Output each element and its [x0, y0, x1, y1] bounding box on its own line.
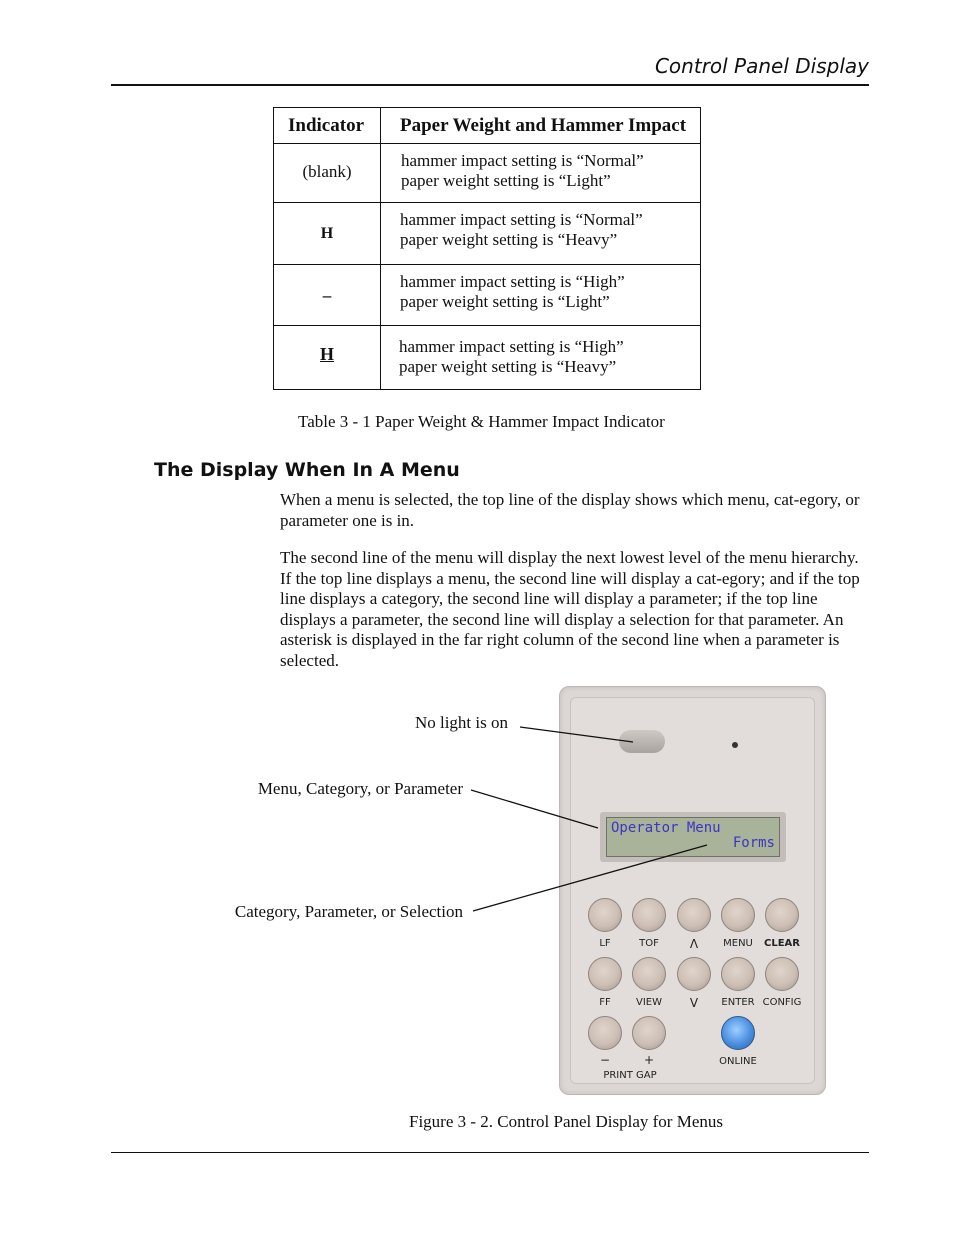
callout-category-parameter-selection: Category, Parameter, or Selection	[234, 902, 463, 921]
table-cell-description	[400, 210, 643, 250]
table-cell-indicator: _	[322, 280, 332, 299]
description-line: paper weight setting is “Heavy”	[399, 357, 617, 376]
button-label: LF	[599, 938, 611, 949]
table-row-rule	[274, 202, 700, 203]
header-rule	[111, 84, 869, 86]
button-label: VIEW	[636, 997, 662, 1008]
description-line: paper weight setting is “Light”	[400, 292, 610, 311]
table-cell-description	[400, 272, 625, 312]
tof-button[interactable]	[632, 898, 666, 932]
lcd-line-1: Operator Menu	[611, 820, 721, 836]
lcd-line-2: Forms	[732, 835, 775, 851]
button-label: ONLINE	[719, 1056, 757, 1067]
description-line: hammer impact setting is “Normal”	[400, 210, 643, 229]
table-column-divider	[380, 108, 381, 389]
description-line: hammer impact setting is “Normal”	[401, 151, 644, 170]
table-cell-indicator: (blank)	[302, 162, 352, 181]
menu-button[interactable]	[721, 898, 755, 932]
button-label: FF	[599, 997, 611, 1008]
table-cell-indicator: H	[319, 344, 334, 364]
callout-no-light: No light is on	[414, 713, 508, 732]
button-label: Λ	[689, 937, 699, 951]
button-label: TOF	[639, 938, 659, 949]
button-label: ENTER	[721, 997, 755, 1008]
print-gap-minus-button[interactable]	[588, 1016, 622, 1050]
callout-menu-category-parameter: Menu, Category, or Parameter	[257, 779, 463, 798]
enter-button[interactable]	[721, 957, 755, 991]
ff-button[interactable]	[588, 957, 622, 991]
description-line: paper weight setting is “Light”	[401, 171, 611, 190]
down-button[interactable]	[677, 957, 711, 991]
online-button[interactable]	[721, 1016, 755, 1050]
table-cell-description	[399, 337, 624, 377]
button-label: CLEAR	[764, 938, 800, 949]
up-button[interactable]	[677, 898, 711, 932]
table-header-indicator: Indicator	[288, 115, 364, 136]
config-button[interactable]	[765, 957, 799, 991]
table-row-rule	[274, 264, 700, 265]
section-heading: The Display When In A Menu	[154, 459, 460, 481]
figure-caption: Figure 3 - 2. Control Panel Display for Menus	[409, 1112, 723, 1131]
indicator-dot-icon	[732, 742, 738, 748]
print-gap-label: PRINT GAP	[603, 1070, 657, 1081]
indicator-table	[273, 107, 701, 390]
page-header-title: Control Panel Display	[654, 54, 869, 78]
description-line: hammer impact setting is “High”	[399, 337, 624, 356]
table-cell-indicator: H	[320, 225, 334, 242]
control-panel-image	[559, 686, 826, 1095]
body-paragraph: The second line of the menu will display the next lowest level of the menu hierarchy. If the top line displays a menu, the second line will display a cat-egory; and if the top line displays a category, the second line will display a parameter; if the top line displays a parameter, the second line will display a selection for that parameter. An asterisk is displayed in the far right column of the second line when a parameter is selected.	[280, 548, 860, 670]
footer-rule	[111, 1152, 869, 1153]
status-light-icon	[619, 730, 665, 753]
description-line: hammer impact setting is “High”	[400, 272, 625, 291]
button-label: CONFIG	[762, 997, 802, 1008]
lcd-bezel	[600, 812, 786, 862]
button-label: V	[689, 996, 699, 1010]
table-caption: Table 3 - 1 Paper Weight & Hammer Impact Indicator	[298, 412, 665, 431]
table-header-description: Paper Weight and Hammer Impact	[400, 115, 687, 136]
view-button[interactable]	[632, 957, 666, 991]
button-label: MENU	[723, 938, 753, 949]
table-cell-description	[401, 151, 644, 191]
table-header-rule	[274, 143, 700, 144]
print-gap-plus-button[interactable]	[632, 1016, 666, 1050]
lf-button[interactable]	[588, 898, 622, 932]
table-row-rule	[274, 325, 700, 326]
clear-button[interactable]	[765, 898, 799, 932]
lcd-display	[606, 817, 780, 857]
body-paragraph: When a menu is selected, the top line of the display shows which menu, cat-egory, or parameter one is in.	[280, 490, 860, 530]
button-label: +	[643, 1053, 655, 1067]
button-label: −	[599, 1053, 611, 1067]
description-line: paper weight setting is “Heavy”	[400, 230, 618, 249]
